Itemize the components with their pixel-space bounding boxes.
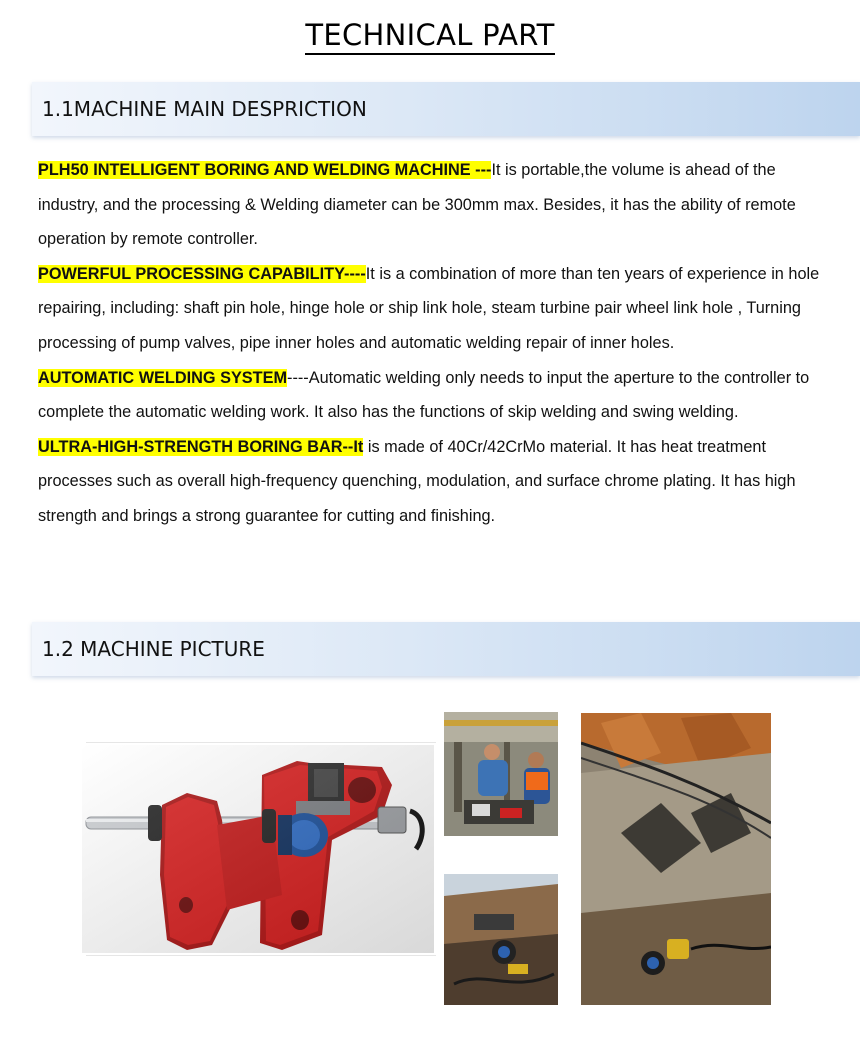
description-text — [38, 153, 838, 534]
highlight-plh50: PLH50 INTELLIGENT BORING AND WELDING MACHINE --- — [38, 161, 492, 179]
picture-frame-line — [86, 742, 436, 743]
paragraph-welding — [38, 361, 838, 430]
section-heading: 1.2 MACHINE PICTURE — [42, 637, 265, 661]
picture-frame-line — [86, 955, 436, 956]
paragraph-boring-bar — [38, 430, 838, 534]
paragraph-plh50 — [38, 153, 838, 257]
bucket-repair-photo — [581, 713, 771, 1005]
paragraph-processing — [38, 257, 838, 361]
paragraph-text: It is portable,the volume is ahead of the industry, and the processing & Welding diameter can be 300mm max. Besides, it has the ability of remote operation by remote controller. — [38, 161, 796, 249]
machine-render-image — [82, 745, 434, 953]
section-header-machine-description — [32, 82, 860, 136]
highlight-welding: AUTOMATIC WELDING SYSTEM — [38, 368, 288, 387]
page-title: TECHNICAL PART — [0, 18, 860, 52]
workers-photo — [444, 712, 558, 836]
highlight-processing: POWERFUL PROCESSING CAPABILITY---- — [38, 264, 366, 283]
paragraph-text: It is a combination of more than ten years of experience in hole repairing, including: shaft pin hole, hinge hole or ship link hole, steam turbine pair wheel link hole , Turning processing of pump valves, pipe inner holes and automatic welding repair of inner holes. — [38, 264, 820, 352]
paragraph-text: ----Automatic welding only needs to input the aperture to the controller to complete the automatic welding work. It also has the functions of skip welding and swing welding. — [38, 368, 810, 422]
section-heading: 1.1MACHINE MAIN DESPRICTION — [42, 97, 367, 121]
highlight-boring-bar: ULTRA-HIGH-STRENGTH BORING BAR--It — [38, 437, 364, 456]
machine-on-site-photo — [444, 874, 558, 1005]
paragraph-text: is made of 40Cr/42CrMo material. It has heat treatment processes such as overall high-frequency quenching, modulation, and surface chrome plating. It has high strength and brings a strong guarantee for cutting and finishing. — [38, 437, 796, 525]
section-header-machine-picture — [32, 622, 860, 676]
